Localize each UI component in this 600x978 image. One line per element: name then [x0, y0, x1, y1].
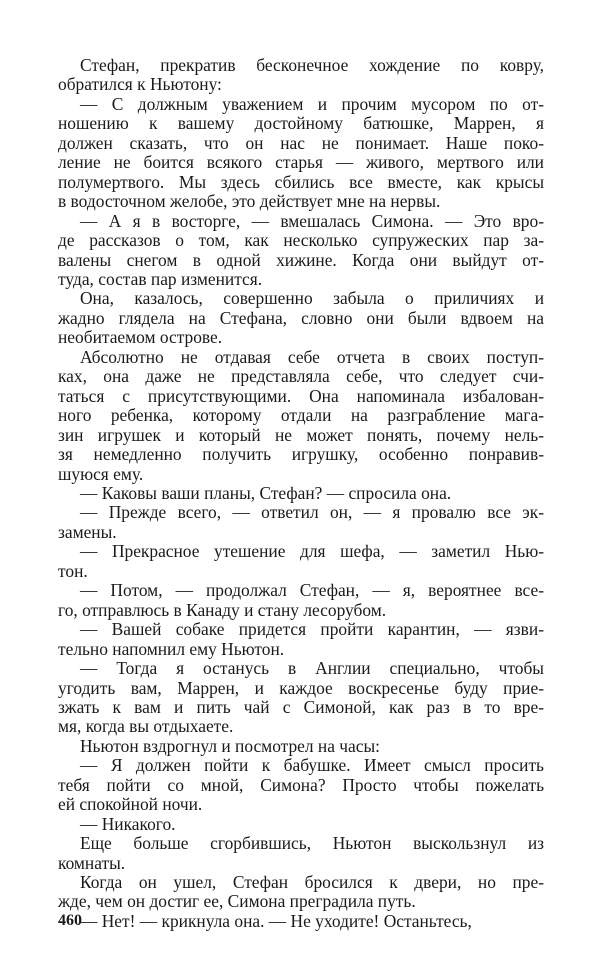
text-line: — Прекрасное утешение для шефа, — заметил Нью-	[80, 541, 544, 562]
text-line: ление не боится всякого старья — живого, мертвого или	[58, 152, 544, 173]
text-line: де рассказов о том, как несколько супружеских пар за-	[58, 230, 544, 251]
text-line: шуюся ему.	[58, 463, 144, 484]
paragraph	[58, 348, 544, 484]
text-line: тон.	[58, 560, 88, 581]
paragraph	[58, 873, 544, 912]
text-line: тельно напомнил ему Ньютон.	[58, 638, 285, 659]
text-line: — Прежде всего, — ответил он, — я провалю все эк-	[80, 502, 544, 523]
text-line: ей спокойной ночи.	[58, 794, 203, 815]
text-line: угодить вам, Маррен, и каждое воскресенье буду прие-	[58, 677, 544, 698]
text-line: мя, когда вы отдыхаете.	[58, 716, 234, 737]
text-line: должен сказать, что он нас не понимает. Наше поко-	[58, 132, 544, 153]
text-line: Стефан, прекратив бесконечное хождение по ковру,	[80, 55, 544, 75]
text-line: жде, чем он достиг ее, Симона преградила путь.	[58, 891, 416, 912]
paragraph	[58, 815, 544, 834]
text-line: полумертвого. Мы здесь сбились все вместе, как крысы	[58, 171, 544, 192]
text-line: ках, она даже не представляла себе, что следует счи-	[58, 366, 544, 387]
text-line: зя немедленно получить игрушку, особенно понравив-	[58, 444, 544, 465]
paragraph	[58, 484, 544, 503]
text-line: Еще больше сгорбившись, Ньютон выскользнул из	[80, 833, 544, 854]
paragraph	[58, 834, 544, 873]
text-line: необитаемом острове.	[58, 327, 223, 348]
text-line: — Я должен пойти к бабушке. Имеет смысл просить	[80, 755, 544, 776]
text-line: жадно глядела на Стефана, словно они были вдвоем на	[58, 307, 544, 328]
text-line: туда, состав пар изменится.	[58, 268, 263, 289]
paragraph	[58, 659, 544, 737]
text-line: Абсолютно не отдавая себе отчета в своих поступ-	[80, 346, 544, 367]
text-line: — Вашей собаке придется пройти карантин, — язви-	[80, 619, 544, 640]
paragraph	[58, 212, 544, 290]
paragraph	[58, 756, 544, 814]
paragraph	[58, 56, 544, 95]
text-line: — Нет! — крикнула она. — Не уходите! Останьтесь,	[80, 910, 472, 931]
paragraph	[58, 542, 544, 581]
text-line: обратился к Ньютону:	[58, 74, 222, 95]
text-line: — С должным уважением и прочим мусором по от-	[80, 93, 544, 114]
page-number: 460	[58, 912, 82, 929]
text-line: — А я в восторге, — вмешалась Симона. — Это вро-	[80, 210, 544, 231]
text-line: в водосточном желобе, это действует мне на нервы.	[58, 191, 441, 212]
text-line: ного ребенка, которому отдали на разграбление мага-	[58, 405, 544, 426]
text-line: Ньютон вздрогнул и посмотрел на часы:	[80, 735, 380, 756]
paragraph	[58, 95, 544, 212]
text-line: — Никакого.	[80, 813, 176, 834]
paragraph	[58, 737, 544, 756]
text-line: зин игрушек и который не может понять, почему нель-	[58, 424, 544, 445]
text-line: го, отправлюсь в Канаду и стану лесорубом.	[58, 599, 387, 620]
body-text	[58, 56, 544, 931]
paragraph	[58, 289, 544, 347]
text-line: зжать к вам и пить чай с Симоной, как раз в то вре-	[58, 696, 544, 717]
text-line: — Тогда я останусь в Англии специально, чтобы	[80, 658, 544, 679]
text-line: — Каковы ваши планы, Стефан? — спросила она.	[80, 482, 452, 503]
paragraph	[58, 620, 544, 659]
text-line: Когда он ушел, Стефан бросился к двери, но пре-	[80, 872, 544, 893]
text-line: валены снегом в одной хижине. Когда они выйдут от-	[58, 249, 544, 270]
text-line: ношению к вашему достойному батюшке, Маррен, я	[58, 113, 544, 134]
text-line: Она, казалось, совершенно забыла о приличиях и	[80, 288, 544, 309]
paragraph	[58, 912, 544, 931]
text-line: — Потом, — продолжал Стефан, — я, вероятнее все-	[80, 580, 544, 601]
text-line: тебя пойти со мной, Симона? Просто чтобы пожелать	[58, 774, 544, 795]
paragraph	[58, 581, 544, 620]
text-line: замены.	[58, 521, 117, 542]
paragraph	[58, 503, 544, 542]
text-line: таться с присутствующими. Она напоминала избалован-	[58, 385, 544, 406]
text-line: комнаты.	[58, 852, 126, 873]
